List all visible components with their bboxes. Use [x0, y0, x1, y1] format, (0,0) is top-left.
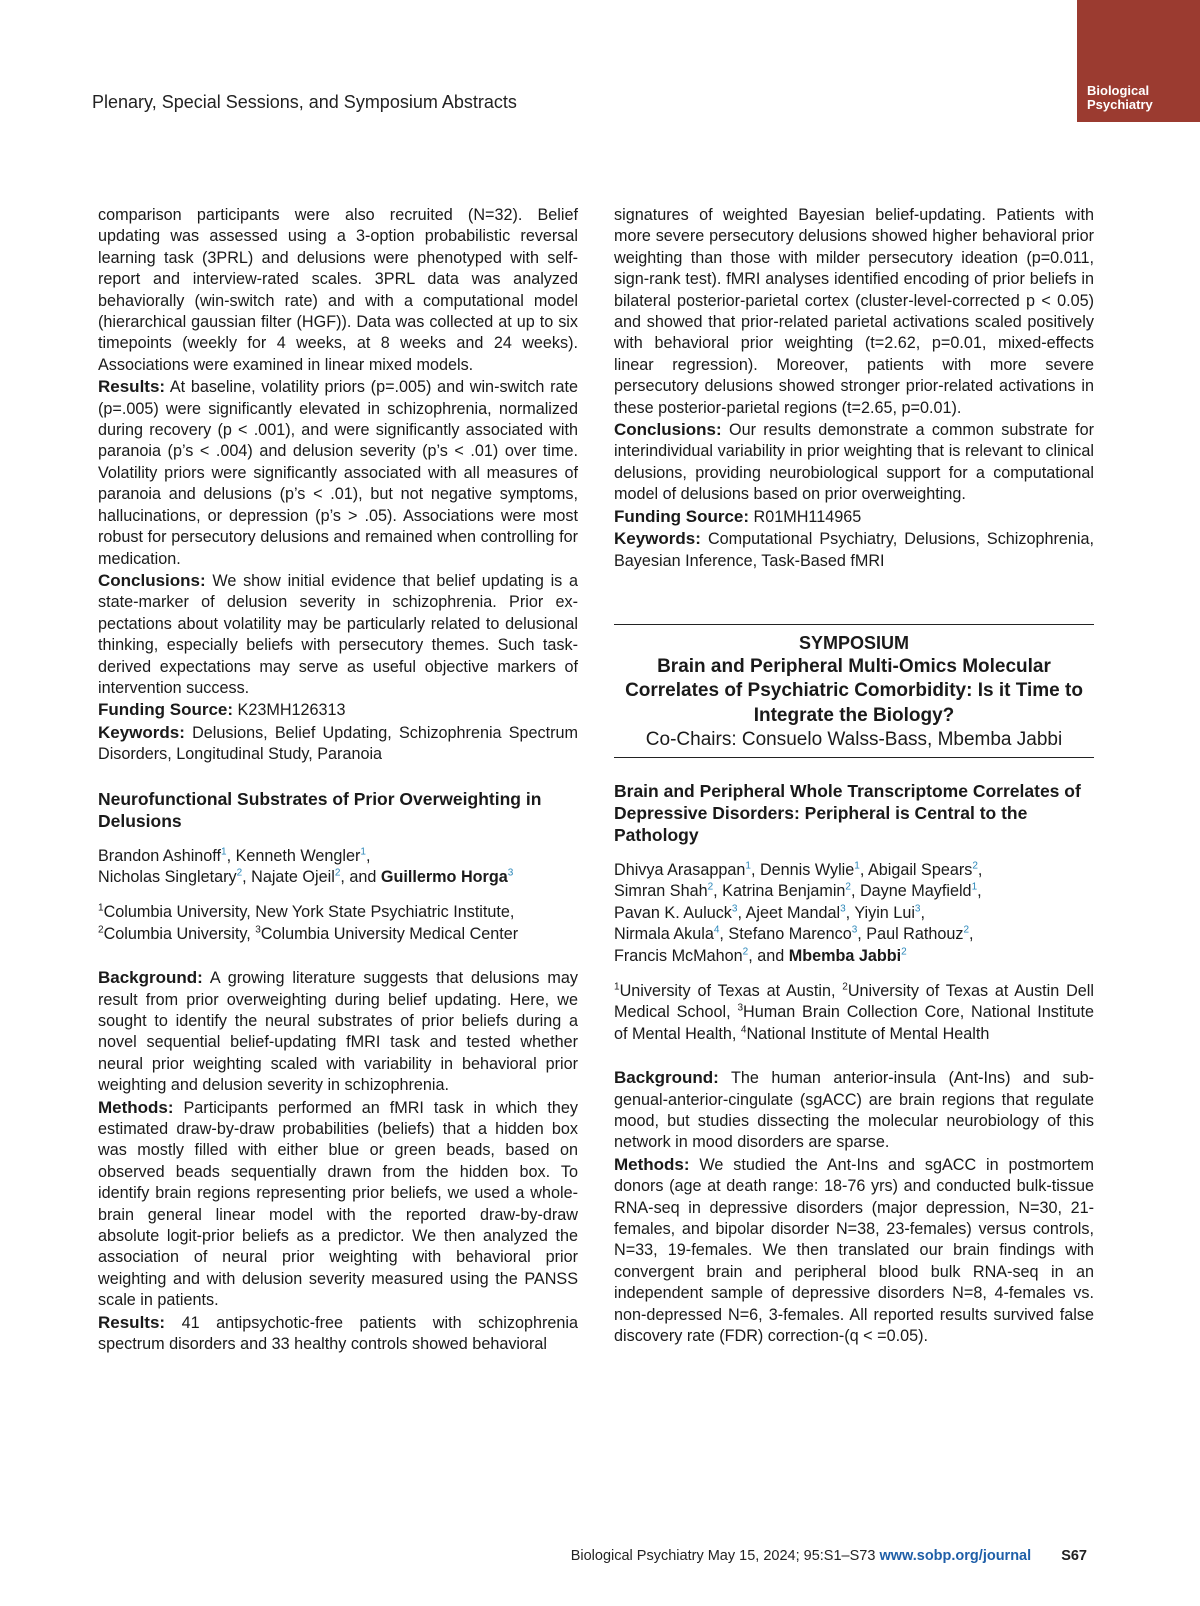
author-sup[interactable]: 2	[236, 867, 243, 879]
funding-label: Funding Source:	[98, 700, 234, 720]
footer-url-link[interactable]: www.sobp.org/journal	[879, 1548, 1032, 1564]
conclusions-label: Conclusions:	[98, 570, 206, 590]
background-paragraph	[98, 967, 578, 1096]
journal-tab-line1: Biological	[1087, 83, 1150, 98]
author: Stefano Marenco	[728, 925, 852, 944]
author: Nicholas Singletary	[98, 867, 237, 886]
methods-label: Methods:	[98, 1097, 174, 1117]
author-sup[interactable]: 2	[845, 881, 851, 893]
funding-paragraph	[614, 506, 1094, 528]
conclusions-paragraph	[98, 570, 578, 699]
author-sep: ,	[242, 867, 252, 886]
author-sep: ,	[365, 846, 371, 865]
author: Najate Ojeil	[251, 867, 335, 886]
aff-sup: 1	[98, 902, 104, 914]
background-paragraph	[614, 1067, 1094, 1154]
background-text: A growing literature suggests that delusions may result from prior overweighting during belief updating. Here, we sought to identify the neural substrates of prior beliefs during a novel sequential belief-updating fMRI task and tested whether neural prior weighting scaled with variability in behavioral prior weighting and delusion severity in schizophrenia.	[98, 969, 578, 1095]
author-sup[interactable]: 3	[840, 903, 846, 915]
author-sup[interactable]: 1	[971, 881, 978, 893]
author-sup[interactable]: 3	[507, 867, 514, 879]
conclusions-text: Our results demonstrate a common substrate for interindividual variability in prior weighting that is relevant to clinical delusions, providing neurobiological support for a computational model of delusions based on prior overweighting.	[614, 421, 1094, 504]
results-paragraph	[98, 376, 578, 570]
keywords-paragraph	[614, 528, 1094, 572]
aff-sup: 3	[737, 1002, 744, 1014]
author-sep: ,	[226, 846, 236, 865]
author-sup[interactable]: 1	[221, 846, 227, 858]
author: Dennis Wylie	[759, 860, 855, 879]
symposium-chairs: Co-Chairs: Consuelo Walss-Bass, Mbemba Jabbi	[645, 729, 1063, 751]
background-text: The human anterior-insula (Ant-Ins) and subgenual-anterior-cingulate (sgACC) are brain regions that regulate mood, but studies dissecting the molecular neurobiology of this network in mood disorders are sparse.	[614, 1069, 1094, 1152]
page-footer	[0, 1548, 1087, 1564]
author-sup[interactable]: 1	[745, 860, 751, 872]
affiliation: National Institute of Mental Health	[746, 1024, 990, 1043]
author-sup[interactable]: 2	[334, 867, 341, 879]
affiliation: University of Texas at Austin,	[619, 981, 843, 1000]
methods-paragraph	[614, 1154, 1094, 1348]
right-column	[614, 205, 1094, 1347]
author: Abigail Spears	[867, 860, 973, 879]
author-list	[614, 860, 1094, 967]
keywords-paragraph	[98, 722, 578, 766]
author-sep: ,	[713, 882, 723, 901]
symposium-label: SYMPOSIUM	[798, 632, 909, 653]
continued-results: signatures of weighted Bayesian belief-updating. Patients with more severe persecutory delusions showed higher behavioral prior weighting than those with milder persecutory ideation (p=0.011, sign-rank test). fMRI analyses identified encoding of prior beliefs in bilateral posterior-parietal cortex (cluster-level-corrected p < 0.05) and showed that prior-related parietal activations scaled positively with behavioral prior weighting (t=2.62, p=0.01, mixed-effects linear regression). Moreover, patients with more severe persecutory delusions showed stronger prior-related activations in these posterior-parietal regions (t=2.65, p=0.01).	[614, 206, 1094, 417]
keywords-label: Keywords:	[614, 529, 701, 549]
funding-paragraph	[98, 699, 578, 721]
keywords-text: Delusions, Belief Updating, Schizophrenia Spectrum Disorders, Longitudinal Study, Paranoia	[98, 723, 578, 764]
affiliation: Columbia University,	[103, 924, 256, 943]
author-sup[interactable]: 2	[963, 924, 970, 936]
funding-text: K23MH126313	[233, 701, 346, 720]
author-list	[98, 846, 578, 889]
author-sep: ,	[850, 882, 860, 901]
methods-label: Methods:	[614, 1154, 690, 1174]
author-sep: ,	[719, 925, 729, 944]
author-sup[interactable]: 3	[731, 903, 738, 915]
results-text: 41 antipsychotic-free patients with schizophrenia spectrum disorders and 33 healthy controls showed behavioral	[98, 1313, 578, 1354]
keywords-text: Computational Psychiatry, Delusions, Schizophrenia, Bayesian Inference, Task-Based fMRI	[614, 530, 1094, 570]
affiliation: Columbia University Medical Center	[260, 924, 519, 943]
author: Katrina Benjamin	[722, 882, 846, 901]
author-sup[interactable]: 1	[360, 846, 366, 858]
author: Pavan K. Auluck	[614, 903, 732, 922]
author-sep: ,	[737, 903, 746, 922]
results-text: At baseline, volatility priors (p=.005) and win-switch rate (p=.005) were significantly elevated in schizophrenia, normalized during recovery (p < .001), and were significantly associated with paranoia (p’s < .004) and delusion severity (p’s < .01) over time. Volatility priors were significantly associated with all measures of paranoia and delusions (p’s < .01), but not negative symptoms, hallucinations, or depression (p’s > .05). Associations were most robust for persecutory delusions and remained when controlling for medication.	[98, 378, 578, 568]
affiliation: Human Brain Collection Core, National Institute of Mental Health,	[614, 1003, 1094, 1043]
keywords-label: Keywords:	[98, 722, 185, 742]
author-sup[interactable]: 4	[713, 924, 720, 936]
author-presenting: Guillermo Horga	[380, 867, 508, 886]
background-label: Background:	[98, 968, 203, 988]
left-column	[98, 205, 578, 1356]
author-presenting: Mbemba Jabbi	[788, 946, 902, 965]
author-sep: ,	[969, 925, 974, 944]
symposium-box	[614, 624, 1094, 758]
author: Dhivya Arasappan	[614, 860, 746, 879]
author-sup[interactable]: 1	[854, 860, 860, 872]
continued-methods: comparison participants were also recruited (N=32). Belief updating was assessed using a 3-option probabilistic reversal learning task (3PRL) and delusions were phenotyped with self-report and interview-rated scales. 3PRL data was analyzed behaviorally (win-switch rate) and with a computational model (hierarchical gaussian filter (HGF)). Data was collected at up to six timepoints (weekly for 4 weeks, at 8 weeks and 24 weeks). Associations were examined in linear mixed models.	[98, 206, 578, 374]
author-sup[interactable]: 3	[851, 924, 858, 936]
author: Francis McMahon	[614, 946, 743, 965]
funding-label: Funding Source:	[614, 506, 750, 526]
aff-sup: 2	[98, 924, 104, 936]
running-head: Plenary, Special Sessions, and Symposium Abstracts	[92, 92, 517, 112]
conclusions-label: Conclusions:	[614, 420, 722, 440]
results-label: Results:	[98, 377, 166, 397]
affiliation: Columbia University, New York State Psychiatric Institute,	[103, 903, 515, 922]
author-sep: , and	[340, 867, 381, 886]
author-sep: , and	[748, 946, 789, 965]
author: Brandon Ashinoff	[98, 846, 222, 865]
author-sup[interactable]: 2	[901, 946, 907, 958]
author: Dayne Mayfield	[859, 882, 972, 901]
author-sup[interactable]: 3	[914, 903, 921, 915]
author-sep: ,	[857, 925, 867, 944]
author-sep: ,	[750, 860, 760, 879]
author-sup[interactable]: 2	[742, 946, 749, 958]
abstract-title: Brain and Peripheral Whole Transcriptome Correlates of Depressive Disorders: Peripheral is Central to the Pathology	[614, 780, 1081, 845]
conclusions-text: We show initial evidence that belief updating is a state-marker of delusion severity in schizophrenia. Prior expectations about volatility may be particularly related to delusional thinking, especially beliefs with persecutory themes. Such task-derived expectations may serve as useful objective markers of intervention success.	[98, 571, 578, 697]
author: Simran Shah	[614, 882, 708, 901]
results-paragraph	[98, 1312, 578, 1356]
author: Yiyin Lui	[854, 903, 915, 922]
results-label: Results:	[98, 1312, 166, 1332]
author-sup[interactable]: 2	[972, 860, 978, 872]
author: Kenneth Wengler	[235, 846, 361, 865]
footer-citation: Biological Psychiatry May 15, 2024; 95:S1–S73	[570, 1548, 876, 1564]
background-label: Background:	[614, 1068, 719, 1088]
aff-sup: 2	[842, 981, 848, 993]
page-number: S67	[1061, 1548, 1087, 1564]
methods-text: Participants performed an fMRI task in which they estimated draw-by-draw probabilities (beliefs) that a hidden box was mostly filled with either blue or green beads, based on observed beads sequentially drawn from the hidden box. To identify brain regions representing prior beliefs, we used a whole-brain general linear model with the reported draw-by-draw absolute logit-prior beliefs as a predictor. We then analyzed the association of neural prior weighting with behavioral prior weighting and with delusion severity measured using the PANSS scale in patients.	[98, 1098, 578, 1310]
methods-paragraph	[98, 1097, 578, 1312]
funding-text: R01MH114965	[749, 507, 862, 526]
author: Paul Rathouz	[866, 925, 964, 944]
affiliations	[98, 902, 578, 945]
affiliations	[614, 981, 1094, 1045]
author-sup[interactable]: 2	[707, 881, 714, 893]
author-sep: ,	[859, 860, 868, 879]
journal-tab[interactable]	[1077, 0, 1200, 122]
conclusions-paragraph	[614, 419, 1094, 506]
author: Ajeet Mandal	[745, 903, 841, 922]
author-sep: ,	[977, 860, 983, 879]
methods-text: We studied the Ant-Ins and sgACC in postmortem donors (age at death range: 18-76 yrs) and conducted bulk-tissue RNA-seq in depressive disorders (major depression, N=30, 21-females, and bipolar disorder N=38, 23-females) versus controls, N=33, 19-females. We then translated our brain findings with convergent brain and peripheral blood bulk RNA-seq in an independent sample of depressive disorders N=8, 4-females vs. non-depressed N=6, 3-females. All reported results survived false discovery rate (FDR) correction-(q < =0.05).	[614, 1155, 1094, 1346]
author-sep: ,	[845, 903, 855, 922]
author-sep: ,	[977, 882, 982, 901]
journal-tab-line2: Psychiatry	[1087, 97, 1153, 112]
author-sep: ,	[920, 903, 925, 922]
abstract-title: Neurofunctional Substrates of Prior Overweighting in Delusions	[98, 788, 542, 831]
aff-sup: 3	[255, 924, 261, 936]
aff-sup: 4	[740, 1024, 747, 1036]
aff-sup: 1	[614, 981, 620, 993]
affiliation: University of Texas at Austin Dell Medical School,	[614, 981, 1094, 1022]
symposium-title: Brain and Peripheral Multi-Omics Molecular Correlates of Psychiatric Comorbidity: Is it Time to Integrate the Biology?	[625, 655, 1083, 726]
author: Nirmala Akula	[614, 925, 714, 944]
